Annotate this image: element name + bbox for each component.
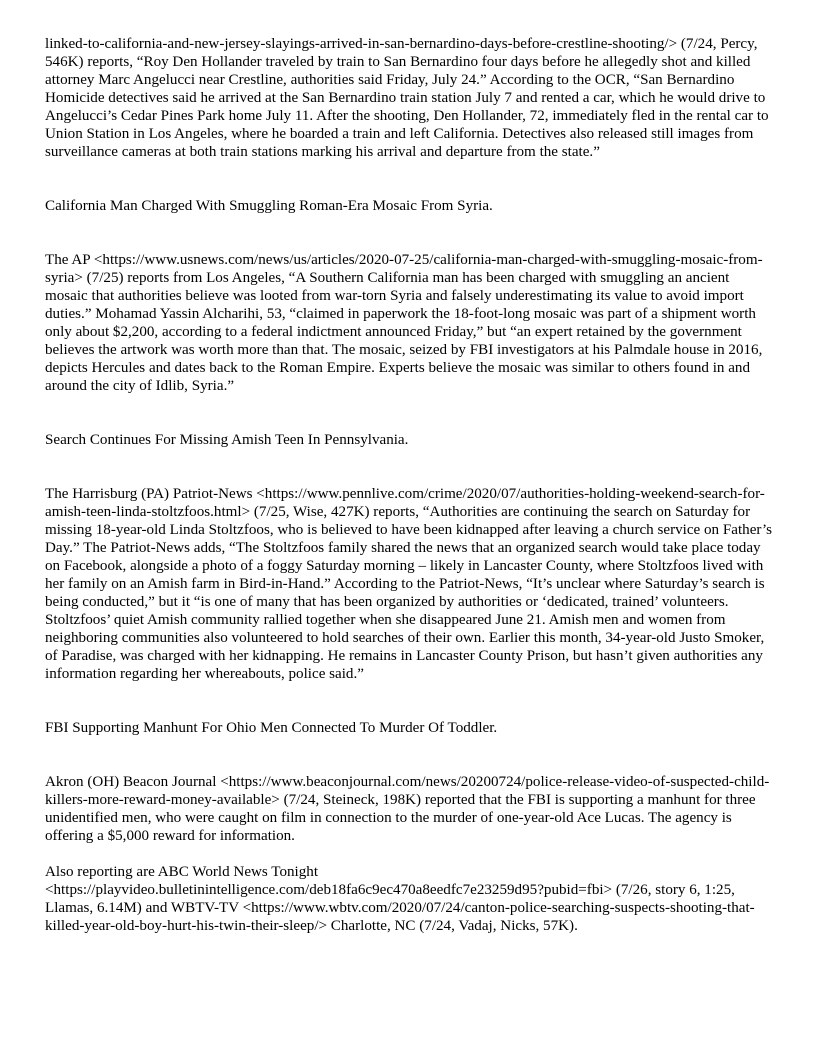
paragraph-amish-teen: The Harrisburg (PA) Patriot-News <https://www.pennlive.com/crime/2020/07/authorities-holding-weekend-search-for-amish-teen-linda-stoltzfoos.html> (7/25, Wise, 427K) reports, “Authorities are continuing the search on Saturday for missing 18-year-old Linda Stoltzfoos, who is believed to have been kidnapped after leaving a church service on Father’s Day.” The Patriot-News adds, “The Stoltzfoos family shared the news that an organized search would take place today on Facebook, alongside a photo of a foggy Saturday morning – likely in Lancaster County, where Stoltzfoos lived with her family on an Amish farm in Bird-in-Hand.” According to the Patriot-News, “It’s unclear where Saturday’s search is being conducted,” but it “is one of many that has been organized by authorities or ‘dedicated, trained’ volunteers. Stoltzfoos’ quiet Amish community rallied together when she disappeared June 21. Amish men and women from neighboring communities also volunteered to hold searches of their own. Earlier this month, 34-year-old Justo Smoker, of Paradise, was charged with her kidnapping. He remains in Lancaster County Prison, but hasn’t given authorities any information regarding her whereabouts, police said.” xyxy=(45,486,773,682)
heading-amish-teen: Search Continues For Missing Amish Teen In Pennsylvania. xyxy=(45,432,409,448)
paragraph-den-hollander: linked-to-california-and-new-jersey-slayings-arrived-in-san-bernardino-days-before-crestline-shooting/> (7/24, Percy, 546K) reports, “Roy Den Hollander traveled by train to San Bernardino four days before he allegedly shot and killed attorney Marc Angelucci near Crestline, authorities said Friday, July 24.” According to the OCR, “San Bernardino Homicide detectives said he arrived at the San Bernardino train station July 7 and rented a car, which he would drive to Angelucci’s Cedar Pines Park home July 11. After the shooting, Den Hollander, 72, immediately fled in the rental car to Union Station in Los Angeles, where he boarded a train and left California. Detectives also released still images from surveillance cameras at both train stations marking his arrival and departure from the state.” xyxy=(45,36,769,160)
document-page xyxy=(45,35,775,935)
paragraph-also-reporting: Also reporting are ABC World News Tonight <https://playvideo.bulletinintelligence.com/deb18fa6c9ec470a8eedfc7e23259d95?pubid=fbi> (7/26, story 6, 1:25, Llamas, 6.14M) and WBTV-TV <https://www.wbtv.com/2020/07/24/canton-police-searching-suspects-shooting-that-killed-year-old-boy-hurt-his-twin-their-sleep/> Charlotte, NC (7/24, Vadaj, Nicks, 57K). xyxy=(45,864,755,934)
paragraph-ohio-manhunt: Akron (OH) Beacon Journal <https://www.beaconjournal.com/news/20200724/police-release-video-of-suspected-child-killers-more-reward-money-available> (7/24, Steineck, 198K) reported that the FBI is supporting a manhunt for three unidentified men, who were caught on film in connection to the murder of one-year-old Ace Lucas. The agency is offering a $5,000 reward for information. xyxy=(45,774,770,844)
heading-ohio-manhunt: FBI Supporting Manhunt For Ohio Men Connected To Murder Of Toddler. xyxy=(45,720,498,736)
paragraph-syria-mosaic: The AP <https://www.usnews.com/news/us/articles/2020-07-25/california-man-charged-with-smuggling-mosaic-from-syria> (7/25) reports from Los Angeles, “A Southern California man has been charged with smuggling an ancient mosaic that authorities believe was looted from war-torn Syria and falsely underestimating its value to avoid import duties.” Mohamad Yassin Alcharihi, 53, “claimed in paperwork the 18-foot-long mosaic was part of a shipment worth only about $2,200, according to a federal indictment announced Friday,” but “an expert retained by the government believes the artwork was worth more than that. The mosaic, seized by FBI investigators at his Palmdale house in 2016, depicts Hercules and dates back to the Roman Empire. Experts believe the mosaic was similar to others found in and around the city of Idlib, Syria.” xyxy=(45,252,763,394)
heading-syria-mosaic: California Man Charged With Smuggling Roman-Era Mosaic From Syria. xyxy=(45,198,493,214)
